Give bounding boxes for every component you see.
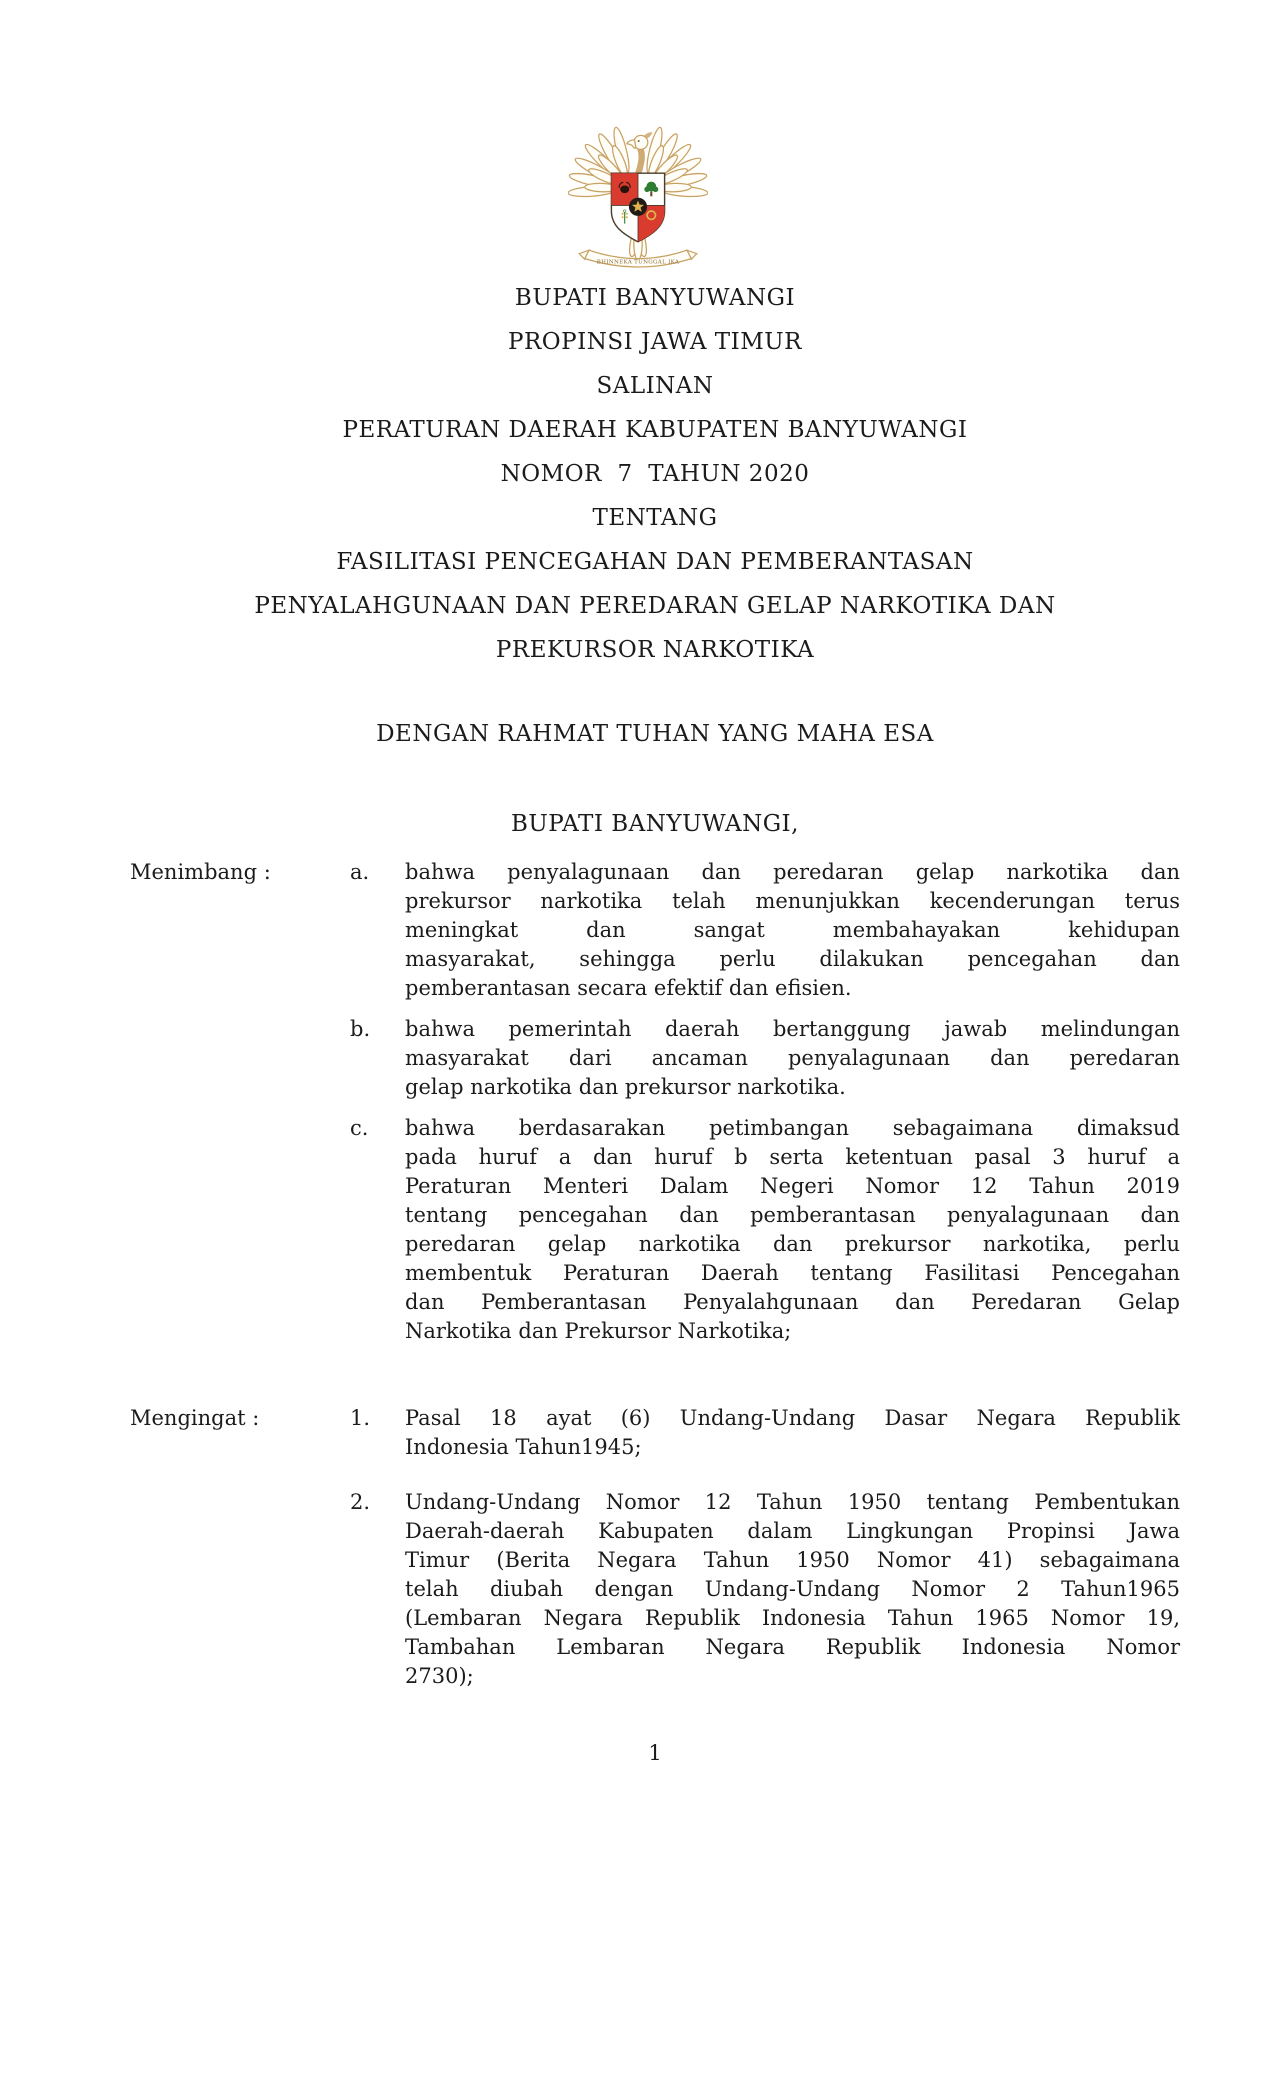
item-line: Daerah-daerah Kabupaten dalam Lingkungan Propinsi Jawa <box>405 1519 1180 1543</box>
item-text <box>405 1114 1180 1346</box>
legal-basis-item <box>130 1488 1180 1691</box>
title-line: SALINAN <box>596 373 714 399</box>
item-marker: 2. <box>350 1490 371 1514</box>
pancasila-shield <box>611 173 664 242</box>
item-line: dan Pemberantasan Penyalahgunaan dan Peredaran Gelap <box>405 1290 1180 1314</box>
item-line: pemberantasan secara efektif dan efisien. <box>405 976 852 1000</box>
emblem-motto: BHINNEKA TUNGGAL IKA <box>596 259 679 266</box>
legal-basis-section <box>130 1404 1180 1691</box>
item-line: Timur (Berita Negara Tahun 1950 Nomor 41) sebagaimana <box>405 1548 1180 1572</box>
item-line: bahwa pemerintah daerah bertanggung jawab melindungan <box>405 1017 1180 1041</box>
item-line: peredaran gelap narkotika dan prekursor narkotika, perlu <box>405 1232 1180 1256</box>
item-line: meningkat dan sangat membahayakan kehidupan <box>405 918 1180 942</box>
item-line: 2730); <box>405 1664 474 1688</box>
garuda-pancasila-icon <box>568 113 708 274</box>
consideration-item <box>130 858 1180 1003</box>
item-marker: c. <box>350 1116 369 1140</box>
item-line: membentuk Peraturan Daerah tentang Fasilitasi Pencegahan <box>405 1261 1180 1285</box>
item-line: pada huruf a dan huruf b serta ketentuan pasal 3 huruf a <box>405 1145 1180 1169</box>
considerations-label: Menimbang : <box>130 860 271 884</box>
title-line: NOMOR 7 TAHUN 2020 <box>500 461 810 487</box>
item-line: Narkotika dan Prekursor Narkotika; <box>405 1319 792 1343</box>
item-text <box>405 1404 1180 1462</box>
consideration-item <box>130 1114 1180 1346</box>
eagle-head <box>626 132 652 149</box>
item-text <box>405 1015 1180 1102</box>
item-line: bahwa penyalagunaan dan peredaran gelap narkotika dan <box>405 860 1180 884</box>
item-line: Peraturan Menteri Dalam Negeri Nomor 12 Tahun 2019 <box>405 1174 1180 1198</box>
item-line: bahwa berdasarakan petimbangan sebagaimana dimaksud <box>405 1116 1180 1140</box>
item-marker: 1. <box>350 1406 371 1430</box>
title-line: BUPATI BANYUWANGI <box>514 285 796 311</box>
item-marker: b. <box>350 1017 371 1041</box>
title-line: PERATURAN DAERAH KABUPATEN BANYUWANGI <box>342 417 968 443</box>
legal-basis-item <box>130 1404 1180 1462</box>
item-line: prekursor narkotika telah menunjukkan kecenderungan terus <box>405 889 1180 913</box>
item-marker: a. <box>350 860 370 884</box>
title-line: PROPINSI JAWA TIMUR <box>508 329 802 355</box>
neck <box>638 148 642 175</box>
item-text <box>405 858 1180 1003</box>
consideration-item <box>130 1015 1180 1102</box>
page-number: 1 <box>648 1741 662 1765</box>
title-line: PREKURSOR NARKOTIKA <box>495 637 815 663</box>
considerations-section <box>130 858 1180 1346</box>
title-line: TENTANG <box>592 505 718 531</box>
document-title-block <box>130 276 1180 672</box>
item-line: Indonesia Tahun1945; <box>405 1435 642 1459</box>
title-line: PENYALAHGUNAAN DAN PEREDARAN GELAP NARKOTIKA DAN <box>254 593 1056 619</box>
content-column <box>130 276 1180 1768</box>
item-line: telah diubah dengan Undang-Undang Nomor 2 Tahun1965 <box>405 1577 1180 1601</box>
item-line: masyarakat dari ancaman penyalagunaan dan peredaran <box>405 1046 1180 1070</box>
item-line: masyarakat, sehingga perlu dilakukan pencegahan dan <box>405 947 1180 971</box>
title-line: FASILITASI PENCEGAHAN DAN PEMBERANTASAN <box>336 549 974 575</box>
item-line: Pasal 18 ayat (6) Undang-Undang Dasar Negara Republik <box>405 1406 1180 1430</box>
enacting-authority-line: BUPATI BANYUWANGI, <box>511 811 799 837</box>
item-line: tentang pencegahan dan pemberantasan penyalagunaan dan <box>405 1203 1180 1227</box>
item-line: Tambahan Lembaran Negara Republik Indonesia Nomor <box>405 1635 1180 1659</box>
item-line: (Lembaran Negara Republik Indonesia Tahun 1965 Nomor 19, <box>405 1606 1180 1630</box>
invocation-line: DENGAN RAHMAT TUHAN YANG MAHA ESA <box>376 721 934 747</box>
item-line: gelap narkotika dan prekursor narkotika. <box>405 1075 846 1099</box>
legal-basis-label: Mengingat : <box>130 1406 260 1430</box>
item-line: Undang-Undang Nomor 12 Tahun 1950 tentang Pembentukan <box>405 1490 1180 1514</box>
garuda-pancasila-emblem <box>568 113 708 274</box>
item-text <box>405 1488 1180 1691</box>
